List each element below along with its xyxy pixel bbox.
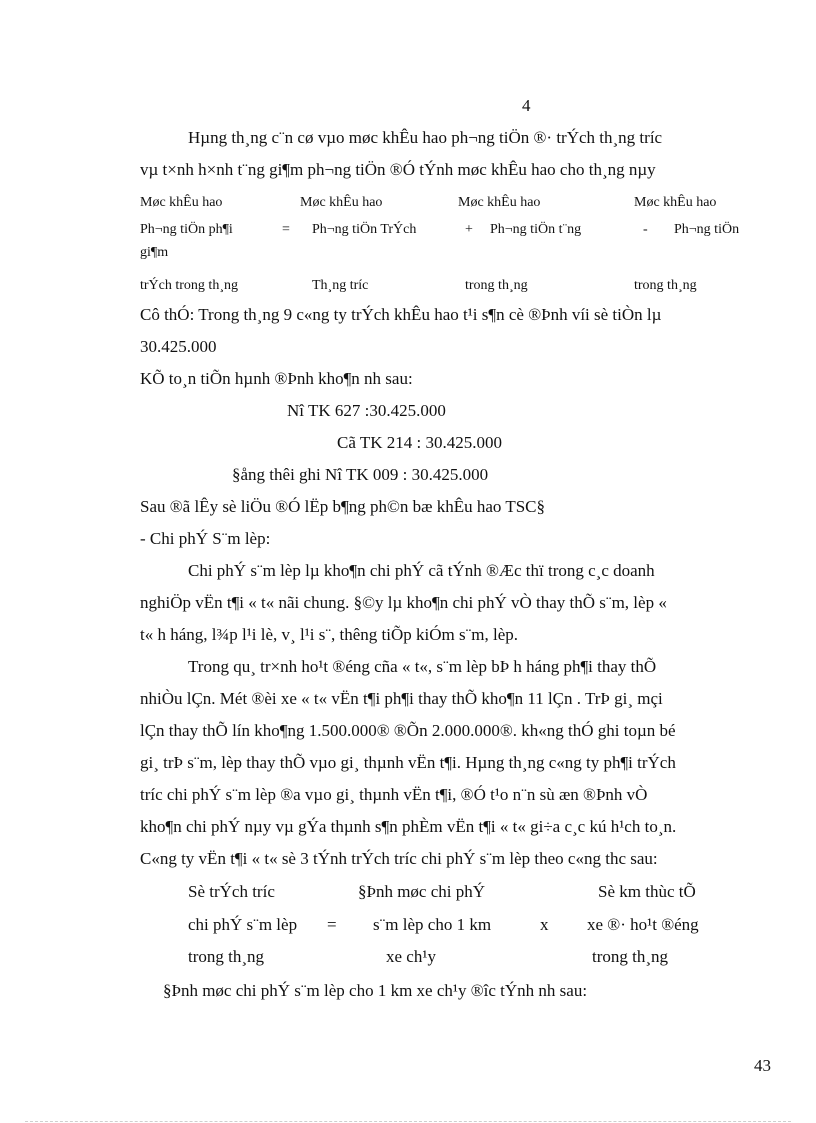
formula-operator: + bbox=[465, 222, 473, 237]
paragraph-line: Cô thÓ: Trong th¸ng 9 c«ng ty trÝch khÊu hao t¹i s¶n cè ®Þnh víi sè tiÒn lµ bbox=[140, 305, 662, 324]
paragraph-line: t« h háng, l¾p l¹i lè, v¸ l¹i s¨, thêng tiÕp kiÓm s¨m, lèp. bbox=[140, 625, 519, 644]
page-bottom-divider bbox=[25, 1121, 791, 1122]
paragraph-line: Hµng th¸ng c¨n cø vµo møc khÊu hao ph¬ng tiÖn ®· trÝch th¸ng tríc bbox=[188, 128, 663, 147]
formula-label: gi¶m bbox=[140, 245, 169, 260]
paragraph-line: Sau ®ã lÊy sè liÖu ®Ó lËp b¶ng ph©n bæ khÊu hao TSC§ bbox=[140, 497, 546, 516]
formula-label: trong th¸ng bbox=[634, 278, 697, 293]
paragraph-line: kho¶n chi phÝ nµy vµ gÝa thµnh s¶n phÈm vËn t¶i « t« gi÷a c¸c kú h¹ch to¸n. bbox=[140, 817, 677, 836]
journal-entry: Nî TK 627 :30.425.000 bbox=[287, 401, 446, 420]
formula-label: trÝch trong th¸ng bbox=[140, 278, 238, 293]
formula-label: trong th¸ng bbox=[188, 947, 265, 966]
formula-label: trong th¸ng bbox=[592, 947, 669, 966]
section-heading: - Chi phÝ S¨m lèp: bbox=[140, 529, 271, 548]
formula-operator: - bbox=[643, 222, 648, 237]
formula-label: Møc khÊu hao bbox=[140, 195, 223, 210]
paragraph-line: lÇn thay thÕ lín kho¶ng 1.500.000® ®Õn 2.000.000®. kh«ng thÓ ghi toµn bé bbox=[140, 721, 676, 740]
formula-label: Sè km thùc tÕ bbox=[598, 882, 696, 901]
formula-label: Ph¬ng tiÖn TrÝch bbox=[312, 222, 417, 237]
formula-operator: = bbox=[327, 915, 337, 934]
formula-label: Møc khÊu hao bbox=[300, 195, 383, 210]
paragraph-line: Chi phÝ s¨m lèp lµ kho¶n chi phÝ cã tÝnh ®Æc thï trong c¸c doanh bbox=[188, 561, 655, 580]
formula-label: chi phÝ s¨m lèp bbox=[188, 915, 298, 934]
paragraph-line: nhiÒu lÇn. Mét ®èi xe « t« vËn t¶i ph¶i thay thÕ kho¶n 11 lÇn . TrÞ gi¸ mçi bbox=[140, 689, 663, 708]
page-number: 43 bbox=[754, 1056, 771, 1075]
formula-label: Sè trÝch tríc bbox=[188, 882, 275, 901]
formula-label: xe ®· ho¹t ®éng bbox=[587, 915, 699, 934]
formula-label: Møc khÊu hao bbox=[458, 195, 541, 210]
paragraph-line: nghiÖp vËn t¶i « t« nãi chung. §©y lµ kho¶n chi phÝ vÒ thay thÕ s¨m, lèp « bbox=[140, 593, 667, 612]
page-marker: 4 bbox=[522, 96, 531, 115]
formula-label: xe ch¹y bbox=[386, 947, 436, 966]
paragraph-line: gi¸ trÞ s¨m, lèp thay thÕ vµo gi¸ thµnh vËn t¶i. Hµng th¸ng c«ng ty ph¶i trÝch bbox=[140, 753, 676, 772]
formula-label: Ph¬ng tiÖn ph¶i bbox=[140, 222, 233, 237]
formula-label: §Þnh møc chi phÝ bbox=[358, 882, 486, 901]
formula-operator: = bbox=[282, 222, 290, 237]
formula-label: Ph¬ng tiÖn t¨ng bbox=[490, 222, 582, 237]
formula-label: Møc khÊu hao bbox=[634, 195, 717, 210]
paragraph-line: vµ t×nh h×nh t¨ng gi¶m ph¬ng tiÖn ®Ó tÝnh møc khÊu hao cho th¸ng nµy bbox=[140, 160, 656, 179]
journal-entry: §ång thêi ghi Nî TK 009 : 30.425.000 bbox=[232, 465, 489, 484]
journal-entry: Cã TK 214 : 30.425.000 bbox=[337, 433, 502, 452]
paragraph-line: §Þnh møc chi phÝ s¨m lèp cho 1 km xe ch¹y ®îc tÝnh nh sau: bbox=[163, 981, 588, 1000]
formula-operator: x bbox=[540, 915, 549, 934]
paragraph-line: Trong qu¸ tr×nh ho¹t ®éng cña « t«, s¨m lèp bÞ h háng ph¶i thay thÕ bbox=[188, 657, 657, 676]
paragraph-line: 30.425.000 bbox=[140, 337, 217, 356]
paragraph-line: KÕ to¸n tiÕn hµnh ®Þnh kho¶n nh sau: bbox=[140, 369, 413, 388]
formula-label: Th¸ng tríc bbox=[312, 278, 369, 293]
formula-label: s¨m lèp cho 1 km bbox=[373, 915, 492, 934]
paragraph-line: tríc chi phÝ s¨m lèp ®a vµo gi¸ thµnh vËn t¶i, ®Ó t¹o n¨n sù æn ®Þnh vÒ bbox=[140, 785, 648, 804]
formula-label: trong th¸ng bbox=[465, 278, 528, 293]
formula-label: Ph¬ng tiÖn bbox=[674, 222, 740, 237]
paragraph-line: C«ng ty vËn t¶i « t« sè 3 tÝnh trÝch tríc chi phÝ s¨m lèp theo c«ng thc sau: bbox=[140, 849, 658, 868]
